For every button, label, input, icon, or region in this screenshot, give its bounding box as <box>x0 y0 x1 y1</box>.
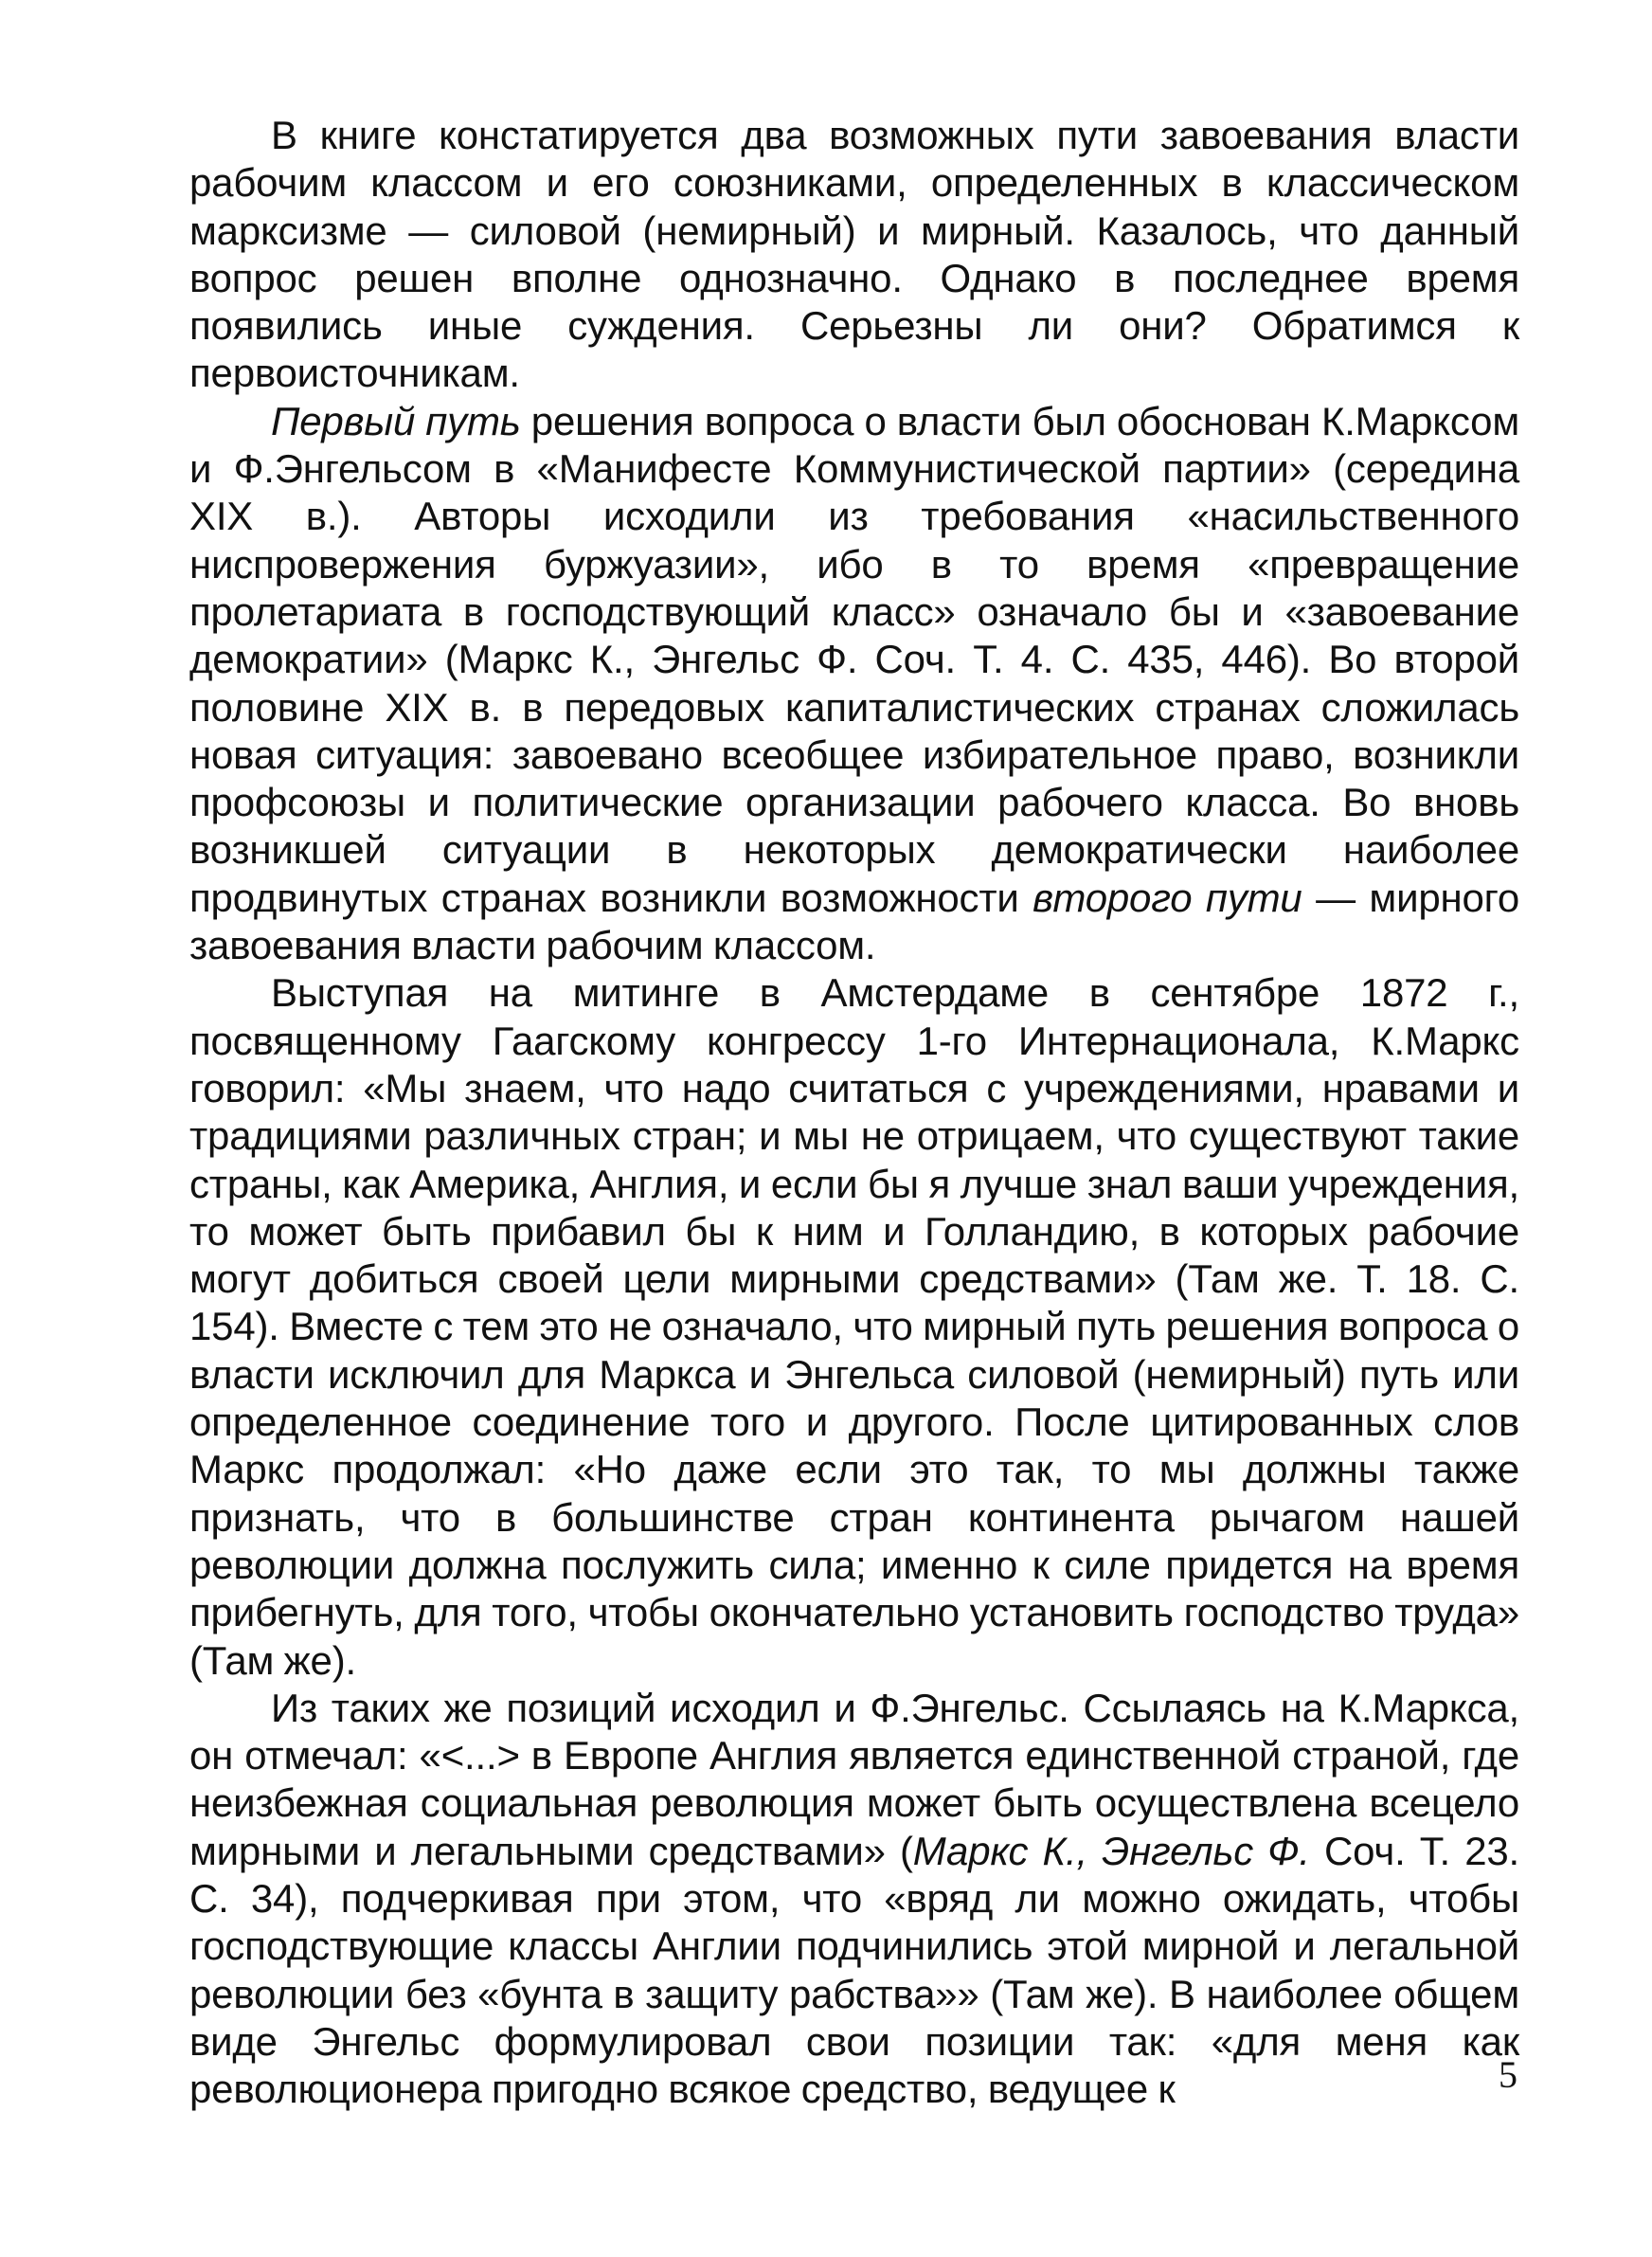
paragraph-2 <box>189 398 1519 970</box>
paragraph-2-italic-second-path: второго пути <box>1032 875 1302 920</box>
paragraph-2-text-a: решения вопроса о власти был обоснован К.Марксом и Ф.Энгельсом в «Манифесте Коммунистической партии» (середина XIX в.). Авторы исходили из требования «насильственного ниспровержения буржуазии», ибо в то время «превращение пролетариата в господствующий класс» означало бы и «завоевание демократии» (Маркс К., Энгельс Ф. Соч. Т. 4. С. 435, 446). Во второй половине XIX в. в передовых капиталистических странах сложилась новая ситуация: завоевано всеобщее избирательное право, возникли профсоюзы и политические организации рабочего класса. Во вновь возникшей ситуации в некоторых демократически наиболее продвинутых странах возникли возможности <box>189 398 1520 920</box>
paragraph-4 <box>189 1685 1519 2114</box>
paragraph-3 <box>189 969 1519 1684</box>
page-number: 5 <box>1499 2053 1517 2096</box>
paragraph-4-text-b: Соч. Т. 23. С. 34), подчеркивая при этом, что «вряд ли можно ожидать, чтобы господствующие классы Англии подчинились этой мирной и легальной революции без «бунта в защиту рабства»» (Там же). В наиболее общем виде Энгельс формулировал свои позиции так: «для меня как революционера пригодно всякое средство, ведущее к <box>189 1828 1519 2112</box>
paragraph-1-text: В книге констатируется два возможных пути завоевания власти рабочим классом и его союзниками, определенных в классическом марксизме — силовой (немирный) и мирный. Казалось, что данный вопрос решен вполне однозначно. Однако в последнее время появились иные суждения. Серьезны ли они? Обратимся к первоисточникам. <box>189 113 1519 396</box>
page-body <box>189 112 1519 2113</box>
paragraph-3-text: Выступая на митинге в Амстердаме в сентябре 1872 г., посвященному Гаагскому конгрессу 1-го Интернационала, К.Маркс говорил: «Мы знаем, что надо считаться с учреждениями, нравами и традициями различных стран; и мы не отрицаем, что существуют такие страны, как Америка, Англия, и если бы я лучше знал ваши учреждения, то может быть прибавил бы к ним и Голландию, в которых рабочие могут добиться своей цели мирными средствами» (Там же. Т. 18. С. 154). Вместе с тем это не означало, что мирный путь решения вопроса о власти исключил для Маркса и Энгельса силовой (немирный) путь или определенное соединение того и другого. После цитированных слов Маркс продолжал: «Но даже если это так, то мы должны также признать, что в большинстве стран континента рычагом нашей революции должна послужить сила; именно к силе придется на время прибегнуть, для того, чтобы окончательно установить господство труда» (Там же). <box>189 970 1520 1683</box>
paragraph-1 <box>189 112 1519 398</box>
paragraph-2-italic-first-path: Первый путь <box>271 398 521 443</box>
paragraph-4-italic-authors: Маркс К., Энгельс Ф. <box>912 1828 1310 1873</box>
paragraph-2-text-b: — мирного завоевания власти рабочим классом. <box>189 875 1520 968</box>
paragraph-4-text-a: Из таких же позиций исходил и Ф.Энгельс. Ссылаясь на К.Маркса, он отмечал: «<...> в Европе Англия является единственной страной, где неизбежная социальная революция может быть осуществлена всецело мирными и легальными средствами» ( <box>189 1685 1519 1873</box>
